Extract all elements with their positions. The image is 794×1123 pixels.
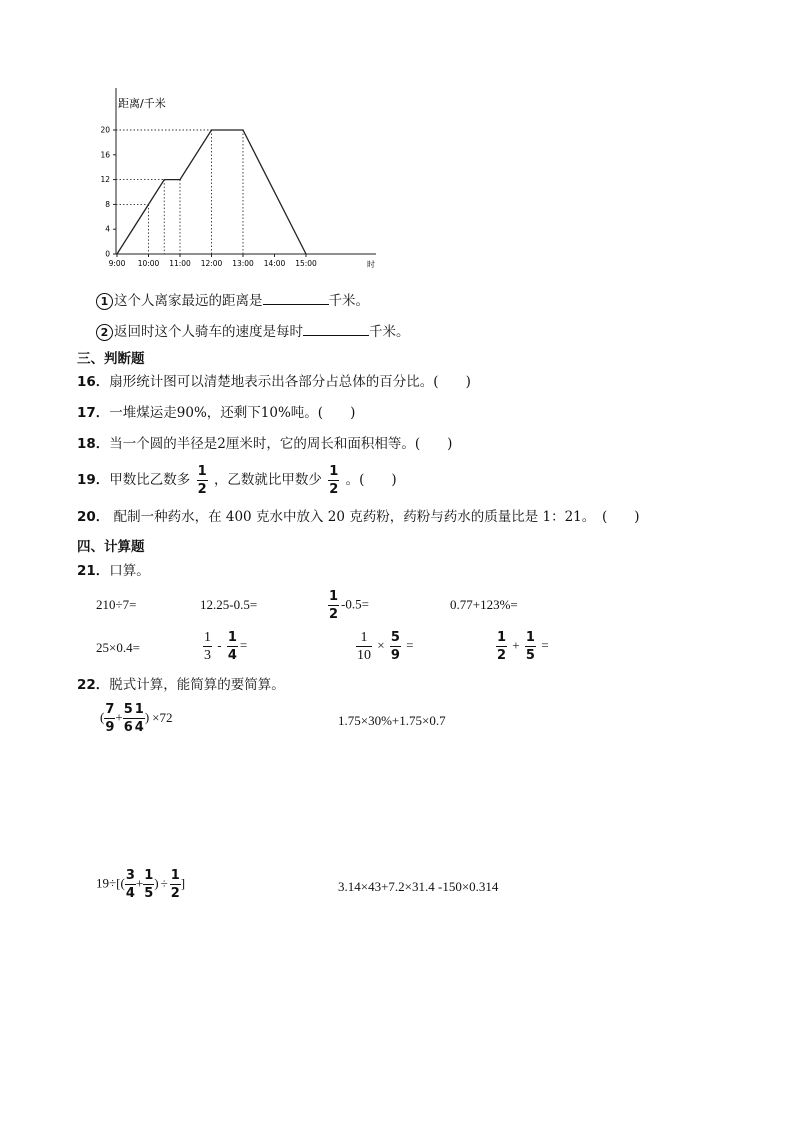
y-tick-label: 12 [100,175,110,185]
question-number: 20． [77,509,110,525]
y-tick-label: 8 [105,199,110,209]
x-tick-label: 13:00 [232,259,254,268]
question-text: 。( ) [345,472,397,489]
data-point [211,129,212,130]
question-text: 配制一种药水，在 400 克水中放入 20 克药粉，药粉与药水的质量比是 1：21。 ( ) [109,509,640,525]
question-16 [77,373,471,391]
question-number: 16． [77,374,110,390]
fraction: $\frac{1}{4}$ [134,702,144,736]
circled-number: 1 [96,293,113,310]
fraction: $\frac{1}{3}$ [204,630,211,664]
question-number: 18． [77,436,110,452]
question-text: 返回时这个人骑车的速度是每时 [114,324,303,340]
answer-blank[interactable] [263,290,329,305]
section-title-judgement: 三、判断题 [77,351,145,367]
question-21 [77,562,150,580]
oral-expression-4: 0.77+123%= [450,597,518,612]
oral-expression-1: 210÷7= [96,597,137,612]
x-tick-label: 14:00 [263,259,286,268]
x-tick-label: 9:00 [108,259,126,268]
fraction: $\frac{1}{5}$ [525,630,535,664]
circled-number: 2 [96,324,113,341]
x-axis-label: 时 [367,260,375,269]
question-18 [77,435,452,453]
question-text: 这个人离家最远的距离是 [114,293,263,309]
question-number: 17． [77,405,110,421]
question-19 [77,464,397,497]
y-axis-label: 距离/千米 [118,97,166,110]
answer-blank[interactable] [303,321,369,336]
oral-expression-8: $\frac{1}{2}$ + $\frac{1}{5}$ = [497,630,549,664]
question-17 [77,404,355,422]
oral-expression-3: $\frac{1}{2}$ -0.5= [329,589,369,623]
y-tick-label: 20 [100,125,110,135]
question-20 [77,508,640,526]
question-unit: 千米。 [328,293,369,309]
y-tick-label: 0 [105,249,110,259]
data-point [305,253,306,254]
fraction: $\frac{7}{9}$ [105,702,115,736]
data-point [164,179,165,180]
distance-time-chart [90,80,390,272]
x-tick-label: 11:00 [169,259,191,268]
oral-expression-2: 12.25-0.5= [200,597,258,612]
fraction: $\frac{5}{9}$ [390,630,400,664]
y-tick-label: 4 [105,224,110,234]
step-calc-problem-4: 3.14×43+7.2×31.4 -150×0.314 [338,879,499,894]
step-calc-problem-1: ( $\frac{7}{9}$ + $\frac{5}{6}$ $\frac{1}{4}$ ) ×72 [100,702,173,736]
question-text: 当一个圆的半径是2厘米时，它的周长和面积相等。( ) [109,436,453,452]
question-text: 口算。 [109,563,150,579]
x-tick-label: 12:00 [200,259,223,268]
question-text: 一堆煤运走90%，还剩下10%吨。( ) [109,405,356,421]
fraction: $\frac{5}{6}$ [123,702,133,736]
oral-expression-5: 25×0.4= [96,640,140,655]
x-tick-label: 15:00 [295,259,317,268]
chart-axes [116,88,376,254]
y-tick-label: 16 [100,150,110,160]
question-number: 21． [77,563,110,579]
oral-expression-6: $\frac{1}{3}$ - $\frac{1}{4}$ = [204,630,248,664]
fraction: $\frac{1}{2}$ [170,868,180,902]
question-number: 22． [77,677,110,693]
chart-question-2 [96,321,410,341]
fraction-one-half: $\frac{1}{2}$ [329,464,339,498]
question-text: 甲数比乙数多 [109,472,191,489]
fraction: $\frac{1}{10}$ [357,630,371,664]
data-point [242,129,243,130]
x-tick-label: 10:00 [137,259,160,268]
fraction: $\frac{1}{2}$ [329,589,339,623]
chart-guides [116,130,243,254]
question-text: 脱式计算，能简算的要简算。 [109,677,285,693]
data-point [179,179,180,180]
question-22 [77,676,285,694]
chart-ticks [100,126,317,269]
fraction: $\frac{1}{2}$ [497,630,507,664]
fraction: $\frac{1}{5}$ [144,868,154,902]
data-point [116,253,117,254]
question-number: 19． [77,472,110,489]
chart-question-1 [96,290,369,310]
question-text: ，乙数就比甲数少 [213,472,322,489]
step-calc-problem-3: 19÷[( $\frac{3}{4}$ + $\frac{1}{5}$ ) ÷ $\frac{1}{2}$ ] [96,868,186,902]
fraction: $\frac{3}{4}$ [125,868,135,902]
fraction-one-half: $\frac{1}{2}$ [197,464,207,498]
section-title-calculation: 四、计算题 [77,539,145,555]
step-calc-problem-2: 1.75×30%+1.75×0.7 [338,713,446,728]
oral-expression-7: $\frac{1}{10}$ × $\frac{5}{9}$ = [357,630,414,664]
fraction: $\frac{1}{4}$ [227,630,237,664]
question-text: 扇形统计图可以清楚地表示出各部分占总体的百分比。( ) [109,374,471,390]
question-unit: 千米。 [369,324,410,340]
